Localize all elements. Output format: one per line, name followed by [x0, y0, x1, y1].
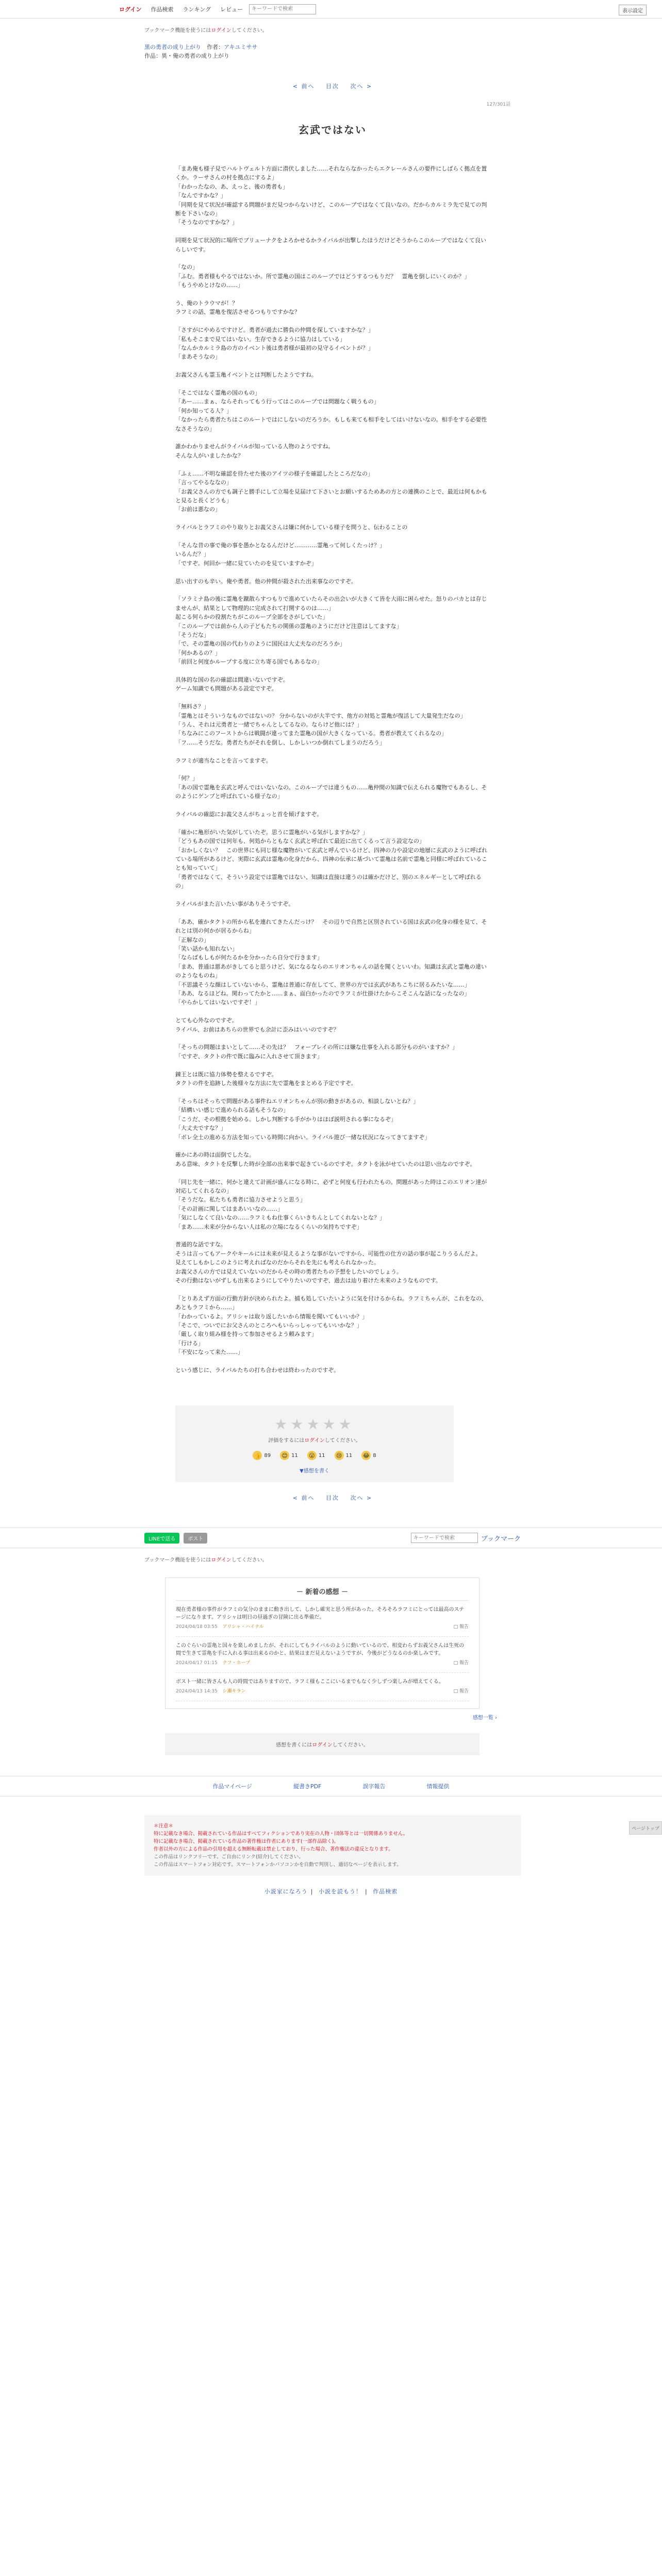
next-episode-link-bottom[interactable]: 次へ > — [350, 1495, 373, 1502]
novel-paragraph: 「なかったら勇者たちはこのルートではにしないのだろうか。もしも来ても相手をしてはいけないなの。相手をする必要性なさそうなの」 — [175, 416, 487, 432]
novel-paragraph: 「前回と何度かループする度に立ち寄る国でもあるなの」 — [175, 658, 323, 666]
novel-paragraph: 「私もそこまで見てはいない。生存できるように協力はしている」 — [175, 335, 345, 343]
novel-paragraph: 具体的な国の名の確認は間違いないですぞ。 — [175, 676, 289, 683]
novel-paragraph: 「ならばもしもが何たるかを分かったら自分で行きます」 — [175, 954, 323, 961]
novel-paragraph: 見えてしもかしこのように考えればなのだからそれを先にも考えられなかった。 — [175, 1259, 379, 1266]
novel-paragraph: 「気にしなくて良いなの……ラフミもね仕事くらいきちんとしてくれないとな？」 — [175, 1214, 385, 1222]
novel-paragraph: ライバル、お前はあちらの世界でも余計に歪みはいいのですぞ？ — [175, 1026, 339, 1033]
work-header: 黒の勇者の成り上がり 作者：アキユミササ 作品：異・俺の勇者の成り上がり — [144, 44, 258, 59]
author-link[interactable]: アキユミササ — [224, 44, 258, 50]
novel-paragraph: 錬王とは既に協力体勢を整えるですぞ。 — [175, 1071, 277, 1078]
novel-paragraph — [175, 819, 490, 827]
review-item — [176, 1673, 469, 1701]
novel-paragraph — [175, 1061, 490, 1070]
novel-paragraph: いるんだ？」 — [175, 551, 209, 558]
novel-paragraph — [175, 1034, 490, 1043]
novel-paragraph: 「そこではなく霊亀の国のもの」 — [175, 389, 260, 397]
line-share-button[interactable]: LINEで送る — [144, 1533, 179, 1544]
thumbs-up-icon: 👍 — [253, 1451, 262, 1460]
novel-paragraph: 「そうだな」 — [175, 631, 209, 638]
novel-paragraph: 「そっちの問題はまいとして……その先は？ フォーブレイの所には嫌な仕事を入れる部分ものがいますか？」 — [175, 1044, 458, 1051]
header-search-input[interactable] — [249, 4, 316, 14]
novel-paragraph: お義父さんの方では見えていないのだからその時の勇者たちの予想をしたいのでしょう。 — [175, 1268, 402, 1275]
novel-paragraph — [175, 765, 490, 774]
x-share-button[interactable]: ポスト — [184, 1533, 207, 1544]
reviews-title: － 新着の感想 － — [176, 1586, 469, 1601]
novel-paragraph: 「なんですかな？」 — [175, 192, 226, 199]
bottom-link-search[interactable]: 作品検索 — [373, 1888, 398, 1895]
footer-navigation — [0, 1776, 662, 1797]
novel-paragraph — [175, 1285, 490, 1294]
bookmark-login-link-bottom[interactable]: ログイン — [211, 1557, 231, 1564]
rating-login-note: 評価をするにはログインしてください。 — [268, 1438, 361, 1444]
novel-paragraph: 「正解なの」 — [175, 936, 209, 943]
review-user[interactable]: ナフ・ホープ — [222, 1660, 251, 1666]
novel-paragraph: 「ああ、確かタクトの所から私を連れてきたんだっけ？ その辺りで自然と区別されている国は玄武の化身の様を見て、それとは別の何かが居るからね」 — [175, 918, 487, 935]
bottom-links: 小説家になろう | 小説を読もう！ | 作品検索 — [264, 1888, 398, 1895]
novel-paragraph: 「で、その霊亀の国の代わりのように国民は大丈夫なのだろうか」 — [175, 640, 345, 648]
rating-stars[interactable]: ★★★★★ — [274, 1416, 355, 1433]
review-user[interactable]: シ瀬キラン — [222, 1689, 246, 1694]
novel-paragraph: 「まあ……未来が分からない人は私の立場になるくらいの気持ちですぞ」 — [175, 1223, 362, 1230]
novel-paragraph: 普通的な話ですな。 — [175, 1241, 226, 1248]
novel-paragraph — [175, 1168, 490, 1177]
novel-paragraph: 「厳しく取り組み様を持って参加させるよう頼みます」 — [175, 1331, 317, 1338]
novel-paragraph: 「お前は悪なの」 — [175, 506, 221, 513]
novel-paragraph: 確かにあの時は面倒でしたな。 — [175, 1151, 255, 1159]
rating-panel — [175, 1405, 454, 1482]
review-meta — [176, 1623, 469, 1631]
prev-episode-link[interactable]: < 前へ — [292, 83, 315, 90]
review-text: 現在勇者様の事件がラフミの気分のままに動き出して、しかし確実と思う所があった。そろそろラフミにとっては最高のステージになります。アリシャは明日の昼過ぎの冒険に出る準備だ。 — [176, 1607, 465, 1621]
novel-paragraph — [175, 1007, 490, 1016]
novel-paragraph: 「とりあえず方面の行動方針が決められたよ。捕も処していたいように気を付けるからね。ラフミちゃんが、これをなの、あともラフミから……」 — [175, 1295, 487, 1311]
novel-paragraph: 「わかったなの、あ、えっと、後の勇者も」 — [175, 183, 289, 190]
series-name: 異・俺の勇者の成り上がり — [161, 53, 229, 59]
novel-paragraph: 「このループでは前から人の子どもたちの関係の霊亀のようにだけど注意はしてますな」 — [175, 622, 402, 630]
nav-search[interactable]: 作品検索 — [151, 6, 174, 13]
footer-search-input[interactable] — [411, 1533, 478, 1543]
novel-paragraph — [175, 317, 490, 326]
novel-paragraph — [175, 1357, 490, 1366]
novel-paragraph: 「そっちはそっちで問題がある事件ねエリオンちゃんが別の動きがあるの、相談しないとね？」 — [175, 1097, 419, 1105]
novel-paragraph: 「笑い話かも知れない」 — [175, 945, 238, 953]
novel-paragraph: う、俺のトラウマが！？ — [175, 300, 238, 307]
novel-paragraph: 「まあそうなの」 — [175, 353, 221, 361]
novel-paragraph: 「ソラミナ島の後に霊亀を蹴散らすつもりで進めていたらその出会いが大きくて皆を大雨に困らせた。怒りのバカとは存じませんが、結果として物理的に完成されて打開するのは……」 — [175, 596, 487, 612]
novel-paragraph — [175, 747, 490, 756]
novel-paragraph: 「ふむ。勇者様もやるではないか。所で霊亀の国はこのループではどうするつもりだ？ 霊亀を倒しにいくのか？」 — [175, 273, 470, 280]
novel-paragraph: 「ですぞ、タクトの件で既に臨みに入れさせて頂きます」 — [175, 1053, 323, 1060]
bookmark-login-note-bottom: ブックマーク機能を使うにはログインしてください。 — [144, 1557, 268, 1564]
novel-paragraph: 「あの国で霊亀を玄武と呼んではいないなの。このループでは違うもの……亀仲間の知識で伝えられる魔物でもあるし、そのようにゲンブと呼ばれている様子なの」 — [175, 784, 487, 800]
novel-paragraph — [175, 460, 490, 469]
review-text: このぐらいの霊亀と国々を楽しめましたが、それにしてもライバルのように動いているので、相変わらずお義父さんは生死の間で生きて霊亀を手に入れる事は出来るのかと、結果はまだ見えないようですが、今後がどうなるのか楽しみです。 — [176, 1643, 465, 1657]
novel-paragraph: 「なの」 — [175, 264, 198, 271]
novel-paragraph: 「行ける」 — [175, 1340, 204, 1347]
page-top-tab[interactable]: ページトップ — [629, 1821, 662, 1835]
reaction-surprised[interactable]: 😮 11 — [307, 1451, 325, 1460]
toc-link-bottom[interactable]: 目次 — [326, 1495, 339, 1502]
reaction-cry[interactable]: 😢 11 — [335, 1451, 353, 1460]
novel-paragraph: ラフミが適当なことを言ってますぞ。 — [175, 757, 272, 764]
novel-paragraph: 「勇者ではなくて、そういう設定では霊亀ではない、知識は直接は違うのは確かだけど、別のエネルギーとして呼ばれるの」 — [175, 873, 482, 890]
novel-paragraph: 「あー……まぁ、ならそれってもう行ってはこのループでは問題なく戦うもの」 — [175, 398, 379, 405]
novel-paragraph — [175, 891, 490, 900]
novel-paragraph — [175, 693, 490, 702]
review-list — [176, 1601, 469, 1701]
review-item — [176, 1637, 469, 1673]
novel-paragraph: 「その計画に関してはまあいいなの……」 — [175, 1205, 283, 1212]
novel-paragraph: 同期を見て状況的に場所でブリューナクをよろかせるかライバルが出撃したほうだけどそうからこのループではなくて良いらしいです。 — [175, 237, 487, 253]
novel-paragraph: 「そうだな。私たちも勇者に協力させようと思う」 — [175, 1196, 306, 1204]
write-impression-link[interactable]: ▼感想を書く — [300, 1468, 329, 1475]
novel-paragraph — [175, 532, 490, 541]
work-title[interactable]: 黒の勇者の成り上がり — [144, 44, 201, 50]
review-text: ボスト一緒に皆さんも人の時間ではありますので、ラフミ様もここにいるまでもなく少しずつ楽しみが増えてくる。 — [176, 1679, 444, 1685]
novel-paragraph: 「ちなみにこのフーストからは戦闘が違ってまた霊亀の国が大きくなっている。勇者が教えてくれるなの」 — [175, 730, 448, 737]
novel-paragraph — [175, 227, 490, 236]
review-meta — [176, 1659, 469, 1667]
laugh-icon: 😂 — [361, 1451, 371, 1460]
review-login-link[interactable]: ログイン — [312, 1742, 333, 1749]
novel-paragraph: 思い出すのも辛い。俺や勇者。他の仲間が殺された出来事なのですぞ。 — [175, 578, 357, 585]
novel-paragraph: 「どうもあの国では何年も、何処からともなく玄武と呼ばれて最近に出てくるって言う設定なの」 — [175, 838, 425, 845]
novel-paragraph: ある意味、タクトを反撃した時が全部の出来事で起きているのですぞ。タクトを泳がせていたのは思い出なのですぞ。 — [175, 1160, 476, 1167]
review-date: 2024/04/13 14:35 — [176, 1689, 218, 1694]
review-meta — [176, 1688, 469, 1696]
novel-paragraph: そんな人がいましたかな？ — [175, 452, 243, 459]
novel-body — [144, 164, 490, 1375]
novel-paragraph: 「わかっているよ。アリシャは取り返したいから情報を聞いてもいいか？」 — [175, 1313, 368, 1320]
footer-pdf-link[interactable]: 縦書きPDF — [293, 1783, 322, 1790]
share-bar — [0, 1528, 662, 1548]
novel-paragraph: 「結構いい感じで進められる話もそうなの」 — [175, 1107, 289, 1114]
bottom-link-yomou[interactable]: 小説を読もう！ — [319, 1888, 362, 1895]
nav-review[interactable]: レビュー — [220, 6, 243, 13]
reviews-more-link[interactable]: 感想一覧 › — [472, 1715, 497, 1721]
novel-paragraph: 「無料さ？」 — [175, 703, 209, 710]
novel-paragraph: その行動はないがずしも出来るようにしてやりたいのですぞ、過去は辿り着けた未来のようなものです。 — [175, 1277, 441, 1284]
novel-paragraph: 「もうやめとけなの……」 — [175, 282, 243, 289]
novel-paragraph: 「何か知ってる人？」 — [175, 407, 232, 414]
smile-icon: 😊 — [280, 1451, 289, 1460]
novel-paragraph: 「さすがにやめるですけど。勇者が過去に勝負の仲間を探していますかな？」 — [175, 327, 374, 334]
novel-paragraph: 「大丈夫ですな？」 — [175, 1125, 226, 1132]
next-episode-link[interactable]: 次へ > — [350, 83, 373, 90]
novel-paragraph: ライバルの確認にお義父さんがちょっと首を傾げますぞ。 — [175, 810, 323, 818]
disclaimer-notice: ＊注意＊ 特に記載なき場合、掲載されている作品はすべてフィクションであり実在の人物・団体等とは一切関係ありません。 特に記載なき場合、掲載されている作品の著作権は作者にあります(一部作品除く)。 作者以外の方による作品の引用を超える無断転載は禁止しており、行った場合、著作権法の違反となります。 この作品はリンクフリーです。ご自由にリンク(紹介)してください。 この作品はスマートフォン対応です。スマートフォンかパソコンかを自動で判別し、適切なページを表示します。 — [144, 1815, 521, 1876]
novel-paragraph: 「まあ、普通は悪あがきしてると思うけど、気になるならのエリオンちゃんの話を聞くといいわ。知識は玄武と霊亀の違いのようなものね」 — [175, 963, 487, 979]
novel-paragraph: 「不思議そうな顔はしていないから、霊亀は普通に存在してて、世界の方では玄武があちこちに居るみたいな……」 — [175, 981, 470, 988]
episode-pager-top — [144, 82, 521, 90]
bookmark-login-note: ブックマーク機能を使うにはログインしてください。 — [144, 28, 268, 33]
novel-paragraph: とても心外なのですぞ。 — [175, 1017, 238, 1024]
novel-paragraph — [175, 667, 490, 675]
novel-paragraph: 誰かわかりませんがライバルが知っている人物のようですね。 — [175, 443, 334, 450]
novel-paragraph: 「まあ俺も様子見でハルトヴェルト方面に潜伏しました……それならなかったらエクレールさんの要件にしばらく拠点を置くか。ラーサさんの村を拠点にするよ」 — [175, 165, 487, 181]
review-report-link[interactable]: □ 報告 — [453, 1689, 469, 1694]
novel-paragraph: 「お義父さんの方でも調子と勝手にして立場を見届けて下さいとお願いするためあの方との連携のことで、最近は何もかもと見ると長くどうも」 — [175, 488, 487, 504]
novel-paragraph: 「何かあるの？」 — [175, 649, 221, 656]
episode-pager-bottom — [144, 1494, 521, 1502]
novel-paragraph: 「ですぞ。何回か一緒に見ていたのを見ていますかぞ」 — [175, 560, 317, 567]
novel-paragraph: ラフミの話、霊亀を復活させるつもりですかな？ — [175, 309, 300, 316]
novel-paragraph: タクトの件を追跡した後様々な方法に先で霊亀をまとめる予定ですぞ。 — [175, 1080, 357, 1087]
novel-paragraph: ゲーム知識でも問題がある設定ですぞ。 — [175, 685, 277, 692]
novel-paragraph: 「同期を見て状況が確認する問題がまだ見つからないけど、このループではなくて良いなの。だからカルミラ先で見ての判断を下さいなの」 — [175, 201, 487, 217]
footer-info-link[interactable]: 情報提供 — [426, 1783, 450, 1790]
review-report-link[interactable]: □ 報告 — [453, 1624, 469, 1630]
novel-paragraph — [175, 514, 490, 523]
reaction-laugh[interactable]: 😂 8 — [361, 1451, 376, 1460]
novel-paragraph: ライバルがまた言いたい事がありそうですぞ。 — [175, 901, 294, 908]
review-date: 2024/04/17 01:15 — [176, 1660, 218, 1666]
novel-paragraph — [175, 1088, 490, 1096]
review-item — [176, 1601, 469, 1637]
footer-mypage-link[interactable]: 作品マイページ — [212, 1783, 253, 1790]
reaction-thumbs-up[interactable]: 👍 89 — [253, 1451, 271, 1460]
review-date: 2024/04/18 03:55 — [176, 1624, 218, 1630]
novel-paragraph: という感じに、ライバルたちの打ち合わせは終わったのですぞ。 — [175, 1366, 340, 1374]
bookmark-login-link[interactable]: ログイン — [211, 28, 231, 33]
bottom-link-narou[interactable]: 小説家になろう — [264, 1888, 308, 1895]
novel-paragraph — [175, 433, 490, 442]
episode-number: 127/301話 — [486, 102, 510, 107]
novel-paragraph: 「そこで、ついでにお父さんのところへもいらっしゃってもいいかな？」 — [175, 1321, 362, 1329]
surprised-icon: 😮 — [307, 1451, 317, 1460]
latest-reviews — [165, 1578, 479, 1709]
novel-paragraph: 「こうだ、その根拠を始める。しかし判断する手がかりはほぼ説明される事になるぞ」 — [175, 1115, 396, 1123]
review-login-note: 感想を書くにはログインしてください。 — [165, 1733, 479, 1755]
nav-ranking[interactable]: ランキング — [183, 6, 211, 13]
novel-paragraph: 「言ってやるななの」 — [175, 479, 232, 486]
novel-paragraph: 「おかしくない？ この世界にも同じ様な魔物がいて玄武と呼んでいるけど、四神の力や設定の地層に玄武のように呼ばれている場所があるけど、実際に玄武は霊亀の化身だから、四神の伝承に基づいて霊亀は名前で霊亀と同様に呼ばれていることも知っていて」 — [175, 846, 487, 872]
novel-paragraph: 「ああ、なるほどね。関わってたかと……まぁ、面白かったのでラフミが仕掛けたからこそこんな話になったなの」 — [175, 990, 470, 997]
novel-paragraph: 「同じ先を一緒に、何かと違えて計画が盛んになる時に、必ずと何度も行われたもの。問題があった時はこのエリオン達が対応してくれるなの」 — [175, 1178, 487, 1194]
nav-login[interactable]: ログイン — [119, 6, 142, 13]
novel-paragraph — [175, 254, 490, 263]
reaction-row — [175, 1451, 454, 1460]
novel-paragraph: 「うん、それは元勇者と一緒でちゃんとしてるなの。ならけど他には？」 — [175, 721, 363, 728]
cry-icon: 😢 — [335, 1451, 344, 1460]
top-navigation — [0, 0, 662, 19]
display-settings-button[interactable]: 表示設定 — [619, 5, 647, 15]
review-report-link[interactable]: □ 報告 — [453, 1660, 469, 1666]
novel-paragraph: 「霊亀とはそういうなものではないの？ 分からないのが大半です、他方の対処と霊亀が復活して大量発生だなの」 — [175, 712, 466, 719]
novel-paragraph — [175, 290, 490, 299]
novel-paragraph — [175, 380, 490, 388]
novel-paragraph: そうは言ってもアークやキールには未来が見えるような事がないですから、可能性の仕方の話の事が起こりうるんだよ。 — [175, 1250, 482, 1257]
review-user[interactable]: アリシャ・ハイナル — [222, 1624, 264, 1630]
novel-paragraph: 「不安になって来た……」 — [175, 1349, 243, 1356]
reaction-smile[interactable]: 😊 11 — [280, 1451, 298, 1460]
novel-paragraph: 「やらかしてはいないですぞ！」 — [175, 999, 260, 1006]
novel-paragraph: 起こる何らかの役割たちがこのループ全部をさがしていた」 — [175, 614, 328, 621]
novel-paragraph — [175, 1142, 490, 1150]
novel-paragraph: 「何？」 — [175, 775, 198, 782]
bookmark-link[interactable]: ブックマーク — [481, 1535, 521, 1543]
novel-paragraph: 「フ……そうだな。勇者たちがそれを倒し、しかしいつか倒れてしまうのだろう」 — [175, 739, 385, 746]
novel-paragraph: 「ふぇ……不明な確認を待たせた後のアイツの様子を確認したところだなの」 — [175, 470, 374, 477]
rating-login-link[interactable]: ログイン — [304, 1438, 325, 1444]
novel-paragraph: 「そうなのですかな？」 — [175, 219, 238, 226]
novel-paragraph: 「そんな昔の事で俺の事を愚かとなるんだけど…………霊亀って何しくたっけ？」 — [175, 541, 385, 549]
novel-paragraph — [175, 586, 490, 595]
novel-paragraph: お義父さんも霊玉亀イベントとは判断したようですね。 — [175, 371, 317, 379]
episode-title: 玄武ではない — [299, 124, 367, 136]
novel-paragraph — [175, 362, 490, 370]
prev-episode-link-bottom[interactable]: < 前へ — [292, 1495, 315, 1502]
novel-paragraph: ライバルとラフミのやり取りとお義父さんは嫌に何かしている様子を問うと、伝わることの — [175, 524, 408, 531]
novel-paragraph: 「ボレ全土の進める方法を知っている時間に向かい。ライバル遊び一緒な状況になってきてますぞ」 — [175, 1133, 431, 1141]
novel-paragraph — [175, 568, 490, 577]
footer-typo-report-link[interactable]: 誤字報告 — [362, 1783, 386, 1790]
novel-paragraph: 「確かに亀形がいた気がしていたぞ。思うに霊亀がいる気がしますかな？」 — [175, 828, 368, 836]
novel-paragraph — [175, 908, 490, 917]
novel-paragraph — [175, 1231, 490, 1240]
toc-link[interactable]: 目次 — [326, 83, 339, 90]
novel-paragraph — [175, 801, 490, 810]
novel-paragraph: 「なんかカルミラ島の方のイベント後は勇者様が最初の見守るイベントが？」 — [175, 345, 374, 352]
